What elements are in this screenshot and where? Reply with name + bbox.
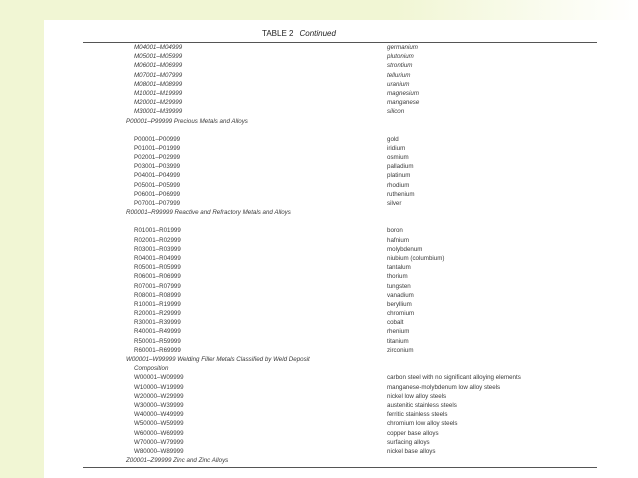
table-row xyxy=(44,410,604,419)
table-row xyxy=(44,419,604,428)
material-name: silicon xyxy=(387,108,405,116)
code-range: R07001–R07999 xyxy=(134,282,181,290)
material-name: carbon steel with no significant alloying elements xyxy=(387,374,521,382)
table-row xyxy=(44,190,604,199)
table-row xyxy=(44,429,604,438)
material-name: chromium low alloy steels xyxy=(387,420,458,428)
table-row xyxy=(44,144,604,153)
code-range: P00001–P00999 xyxy=(134,135,181,143)
material-name: rhodium xyxy=(387,181,410,189)
code-range: M04001–M04999 xyxy=(134,44,183,51)
material-name: rhenium xyxy=(387,328,410,336)
code-range: R03001–R03999 xyxy=(134,245,181,253)
group-heading xyxy=(44,208,604,217)
table-title-continued: Continued xyxy=(299,29,336,38)
table-row xyxy=(44,199,604,208)
table-row xyxy=(44,254,604,263)
table-row xyxy=(44,337,604,346)
code-range: W30000–W39999 xyxy=(134,401,184,409)
material-name: tungsten xyxy=(387,282,411,290)
code-range: W20000–W29999 xyxy=(134,392,184,400)
table-row xyxy=(44,107,604,116)
code-range: R02001–R02999 xyxy=(134,236,181,244)
material-name: iridium xyxy=(387,144,406,152)
table-row xyxy=(44,438,604,447)
material-name: boron xyxy=(387,227,403,235)
code-range: M07001–M07999 xyxy=(134,71,183,79)
material-name: tellurium xyxy=(387,71,411,79)
group-heading-text: R00001–R99999 Reactive and Refractory Metals and Alloys xyxy=(126,209,291,217)
code-range: M10001–M19999 xyxy=(134,89,183,97)
table-row xyxy=(44,80,604,89)
table-row xyxy=(44,300,604,309)
group-heading-text: P00001–P99999 Precious Metals and Alloys xyxy=(126,117,248,125)
table-row xyxy=(44,89,604,98)
material-name: zirconium xyxy=(387,346,414,354)
material-name: osmium xyxy=(387,154,409,162)
material-name: molybdenum xyxy=(387,245,423,253)
table-row xyxy=(44,52,604,61)
table-row xyxy=(44,171,604,180)
material-name: magnesium xyxy=(387,89,419,97)
code-range: P02001–P02999 xyxy=(134,154,181,162)
spacer xyxy=(44,217,604,226)
material-name: plutonium xyxy=(387,53,414,61)
table-row xyxy=(44,98,604,107)
code-range: R20001–R29999 xyxy=(134,310,181,318)
table-row xyxy=(44,71,604,80)
group-heading xyxy=(44,117,604,126)
material-name: austenitic stainless steels xyxy=(387,401,457,409)
table-row xyxy=(44,272,604,281)
material-name: tantalum xyxy=(387,264,411,272)
code-range: P03001–P03999 xyxy=(134,163,181,171)
table-row xyxy=(44,61,604,70)
code-range: P06001–P06999 xyxy=(134,190,181,198)
table-body xyxy=(44,43,604,465)
material-name: surfacing alloys xyxy=(387,438,430,446)
code-range: M06001–M06999 xyxy=(134,62,183,70)
table-row xyxy=(44,135,604,144)
table-row xyxy=(44,318,604,327)
code-range: R05001–R05999 xyxy=(134,264,181,272)
material-name: hafnium xyxy=(387,236,410,244)
material-name: platinum xyxy=(387,172,411,180)
table-row xyxy=(44,162,604,171)
document-page xyxy=(44,20,604,478)
material-name: gold xyxy=(387,135,399,143)
code-range: P01001–P01999 xyxy=(134,144,181,152)
table-bottom-rule xyxy=(83,467,597,468)
material-name: ferritic stainless steels xyxy=(387,411,448,419)
table-row xyxy=(44,43,604,52)
table-row xyxy=(44,309,604,318)
code-range: R60001–R69999 xyxy=(134,346,181,354)
code-range: R06001–R06999 xyxy=(134,273,181,281)
material-name: palladium xyxy=(387,163,414,171)
code-range: R40001–R49999 xyxy=(134,328,181,336)
group-subheading-text: Composition xyxy=(134,365,169,373)
table-row xyxy=(44,401,604,410)
table-row xyxy=(44,447,604,456)
code-range: R30001–R39999 xyxy=(134,319,181,327)
material-name: cobalt xyxy=(387,319,404,327)
table-row xyxy=(44,346,604,355)
slide-top-stripe xyxy=(0,0,638,20)
material-name: uranium xyxy=(387,80,410,88)
code-range: W60000–W69999 xyxy=(134,429,184,437)
material-name: ruthenium xyxy=(387,190,415,198)
table-row xyxy=(44,373,604,382)
code-range: M30001–M39999 xyxy=(134,108,183,116)
code-range: P05001–P05999 xyxy=(134,181,181,189)
table-row xyxy=(44,236,604,245)
table-row xyxy=(44,327,604,336)
code-range: M05001–M05999 xyxy=(134,53,183,61)
code-range: W40000–W49999 xyxy=(134,411,184,419)
group-heading-text: W00001–W99999 Welding Filler Metals Classified by Weld Deposit xyxy=(126,356,310,363)
table-row xyxy=(44,181,604,190)
code-range: M08001–M08999 xyxy=(134,80,183,88)
slide-left-stripe xyxy=(0,0,44,478)
material-name: germanium xyxy=(387,44,418,51)
code-range: P07001–P07999 xyxy=(134,200,181,207)
spacer xyxy=(44,126,604,135)
code-range: W50000–W59999 xyxy=(134,420,184,428)
code-range: R08001–R08999 xyxy=(134,291,181,299)
table-row xyxy=(44,291,604,300)
table-row xyxy=(44,226,604,235)
material-name: vanadium xyxy=(387,291,414,299)
code-range: W10000–W19999 xyxy=(134,383,184,391)
group-heading xyxy=(44,355,604,364)
group-subheading xyxy=(44,364,604,373)
code-range: P04001–P04999 xyxy=(134,172,181,180)
code-range: R50001–R59999 xyxy=(134,337,181,345)
table-row xyxy=(44,383,604,392)
code-range: W00001–W09999 xyxy=(134,374,184,382)
material-name: thorium xyxy=(387,273,408,281)
footer-heading xyxy=(44,456,604,465)
code-range: R01001–R01999 xyxy=(134,227,181,235)
code-range: W80000–W89999 xyxy=(134,447,184,455)
table-row xyxy=(44,153,604,162)
material-name: chromium xyxy=(387,310,415,318)
table-row xyxy=(44,282,604,291)
material-name: manganese xyxy=(387,99,420,107)
material-name: titanium xyxy=(387,337,409,345)
table-row xyxy=(44,392,604,401)
material-name: silver xyxy=(387,200,402,207)
table-row xyxy=(44,263,604,272)
material-name: niubium (columbium) xyxy=(387,254,445,262)
footer-heading-text: Z00001–Z99999 Zinc and Zinc Alloys xyxy=(126,457,229,465)
code-range: M20001–M29999 xyxy=(134,99,183,107)
code-range: W70000–W79999 xyxy=(134,438,184,446)
material-name: strontium xyxy=(387,62,413,70)
material-name: manganese-molybdenum low alloy steels xyxy=(387,383,501,391)
table-title xyxy=(44,29,554,38)
code-range: R10001–R19999 xyxy=(134,300,181,308)
material-name: nickel base alloys xyxy=(387,447,436,455)
table-row xyxy=(44,245,604,254)
table-title-label: TABLE 2 xyxy=(262,29,294,38)
material-name: copper base alloys xyxy=(387,429,439,437)
material-name: nickel low alloy steels xyxy=(387,392,447,400)
material-name: beryllium xyxy=(387,300,412,308)
code-range: R04001–R04999 xyxy=(134,254,181,262)
